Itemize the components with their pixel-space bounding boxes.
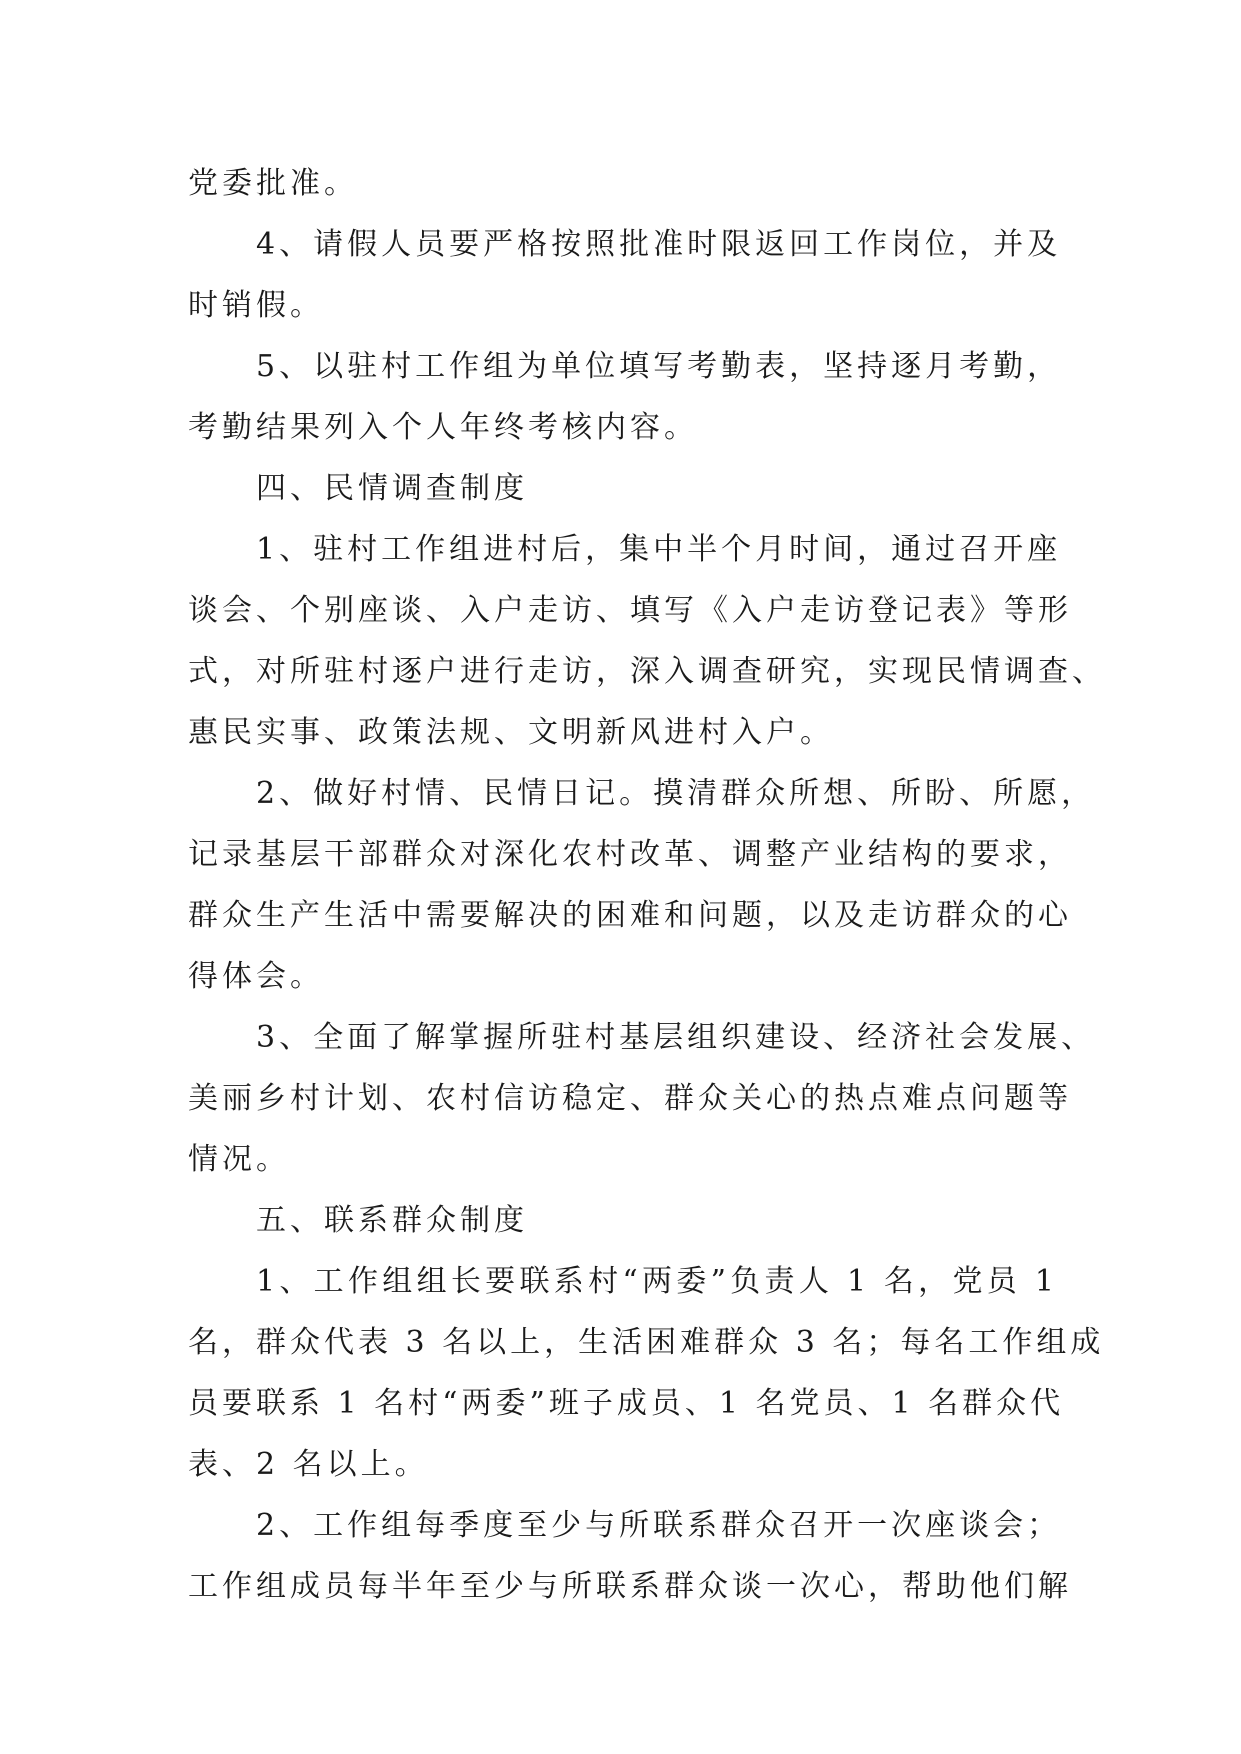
text-line: 表、2 名以上。 bbox=[188, 1447, 429, 1482]
text-line: 工作组成员每半年至少与所联系群众谈一次心，帮助他们解 bbox=[188, 1569, 1072, 1604]
section-heading: 五、联系群众制度 bbox=[256, 1203, 528, 1238]
text-line: 考勤结果列入个人年终考核内容。 bbox=[188, 410, 698, 445]
document-body bbox=[188, 153, 1106, 1617]
text-line: 美丽乡村计划、农村信访稳定、群众关心的热点难点问题等 bbox=[188, 1081, 1072, 1116]
text-line: 党委批准。 bbox=[188, 166, 358, 201]
text-line: 式，对所驻村逐户进行走访，深入调查研究，实现民情调查、 bbox=[188, 654, 1106, 689]
text-line: 记录基层干部群众对深化农村改革、调整产业结构的要求， bbox=[188, 837, 1072, 872]
section-heading: 四、民情调查制度 bbox=[256, 471, 528, 506]
text-line: 时销假。 bbox=[188, 288, 324, 323]
text-line: 情况。 bbox=[188, 1142, 290, 1177]
text-line: 群众生产生活中需要解决的困难和问题，以及走访群众的心 bbox=[188, 898, 1072, 933]
text-line: 3、全面了解掌握所驻村基层组织建设、经济社会发展、 bbox=[256, 1020, 1096, 1055]
text-line: 1、驻村工作组进村后，集中半个月时间，通过召开座 bbox=[256, 532, 1062, 567]
text-line: 4、请假人员要严格按照批准时限返回工作岗位，并及 bbox=[256, 227, 1062, 262]
text-line: 1、工作组组长要联系村“两委”负责人 1 名，党员 1 bbox=[256, 1264, 1058, 1299]
text-line: 5、以驻村工作组为单位填写考勤表，坚持逐月考勤， bbox=[256, 349, 1062, 384]
text-line: 员要联系 1 名村“两委”班子成员、1 名党员、1 名群众代 bbox=[188, 1386, 1065, 1421]
text-line: 名，群众代表 3 名以上，生活困难群众 3 名；每名工作组成 bbox=[188, 1325, 1105, 1360]
text-line: 谈会、个别座谈、入户走访、填写《入户走访登记表》等形 bbox=[188, 593, 1072, 628]
text-line: 2、工作组每季度至少与所联系群众召开一次座谈会； bbox=[256, 1508, 1062, 1543]
text-line: 2、做好村情、民情日记。摸清群众所想、所盼、所愿， bbox=[256, 776, 1096, 811]
text-line: 惠民实事、政策法规、文明新风进村入户。 bbox=[188, 715, 834, 750]
text-line: 得体会。 bbox=[188, 959, 324, 994]
